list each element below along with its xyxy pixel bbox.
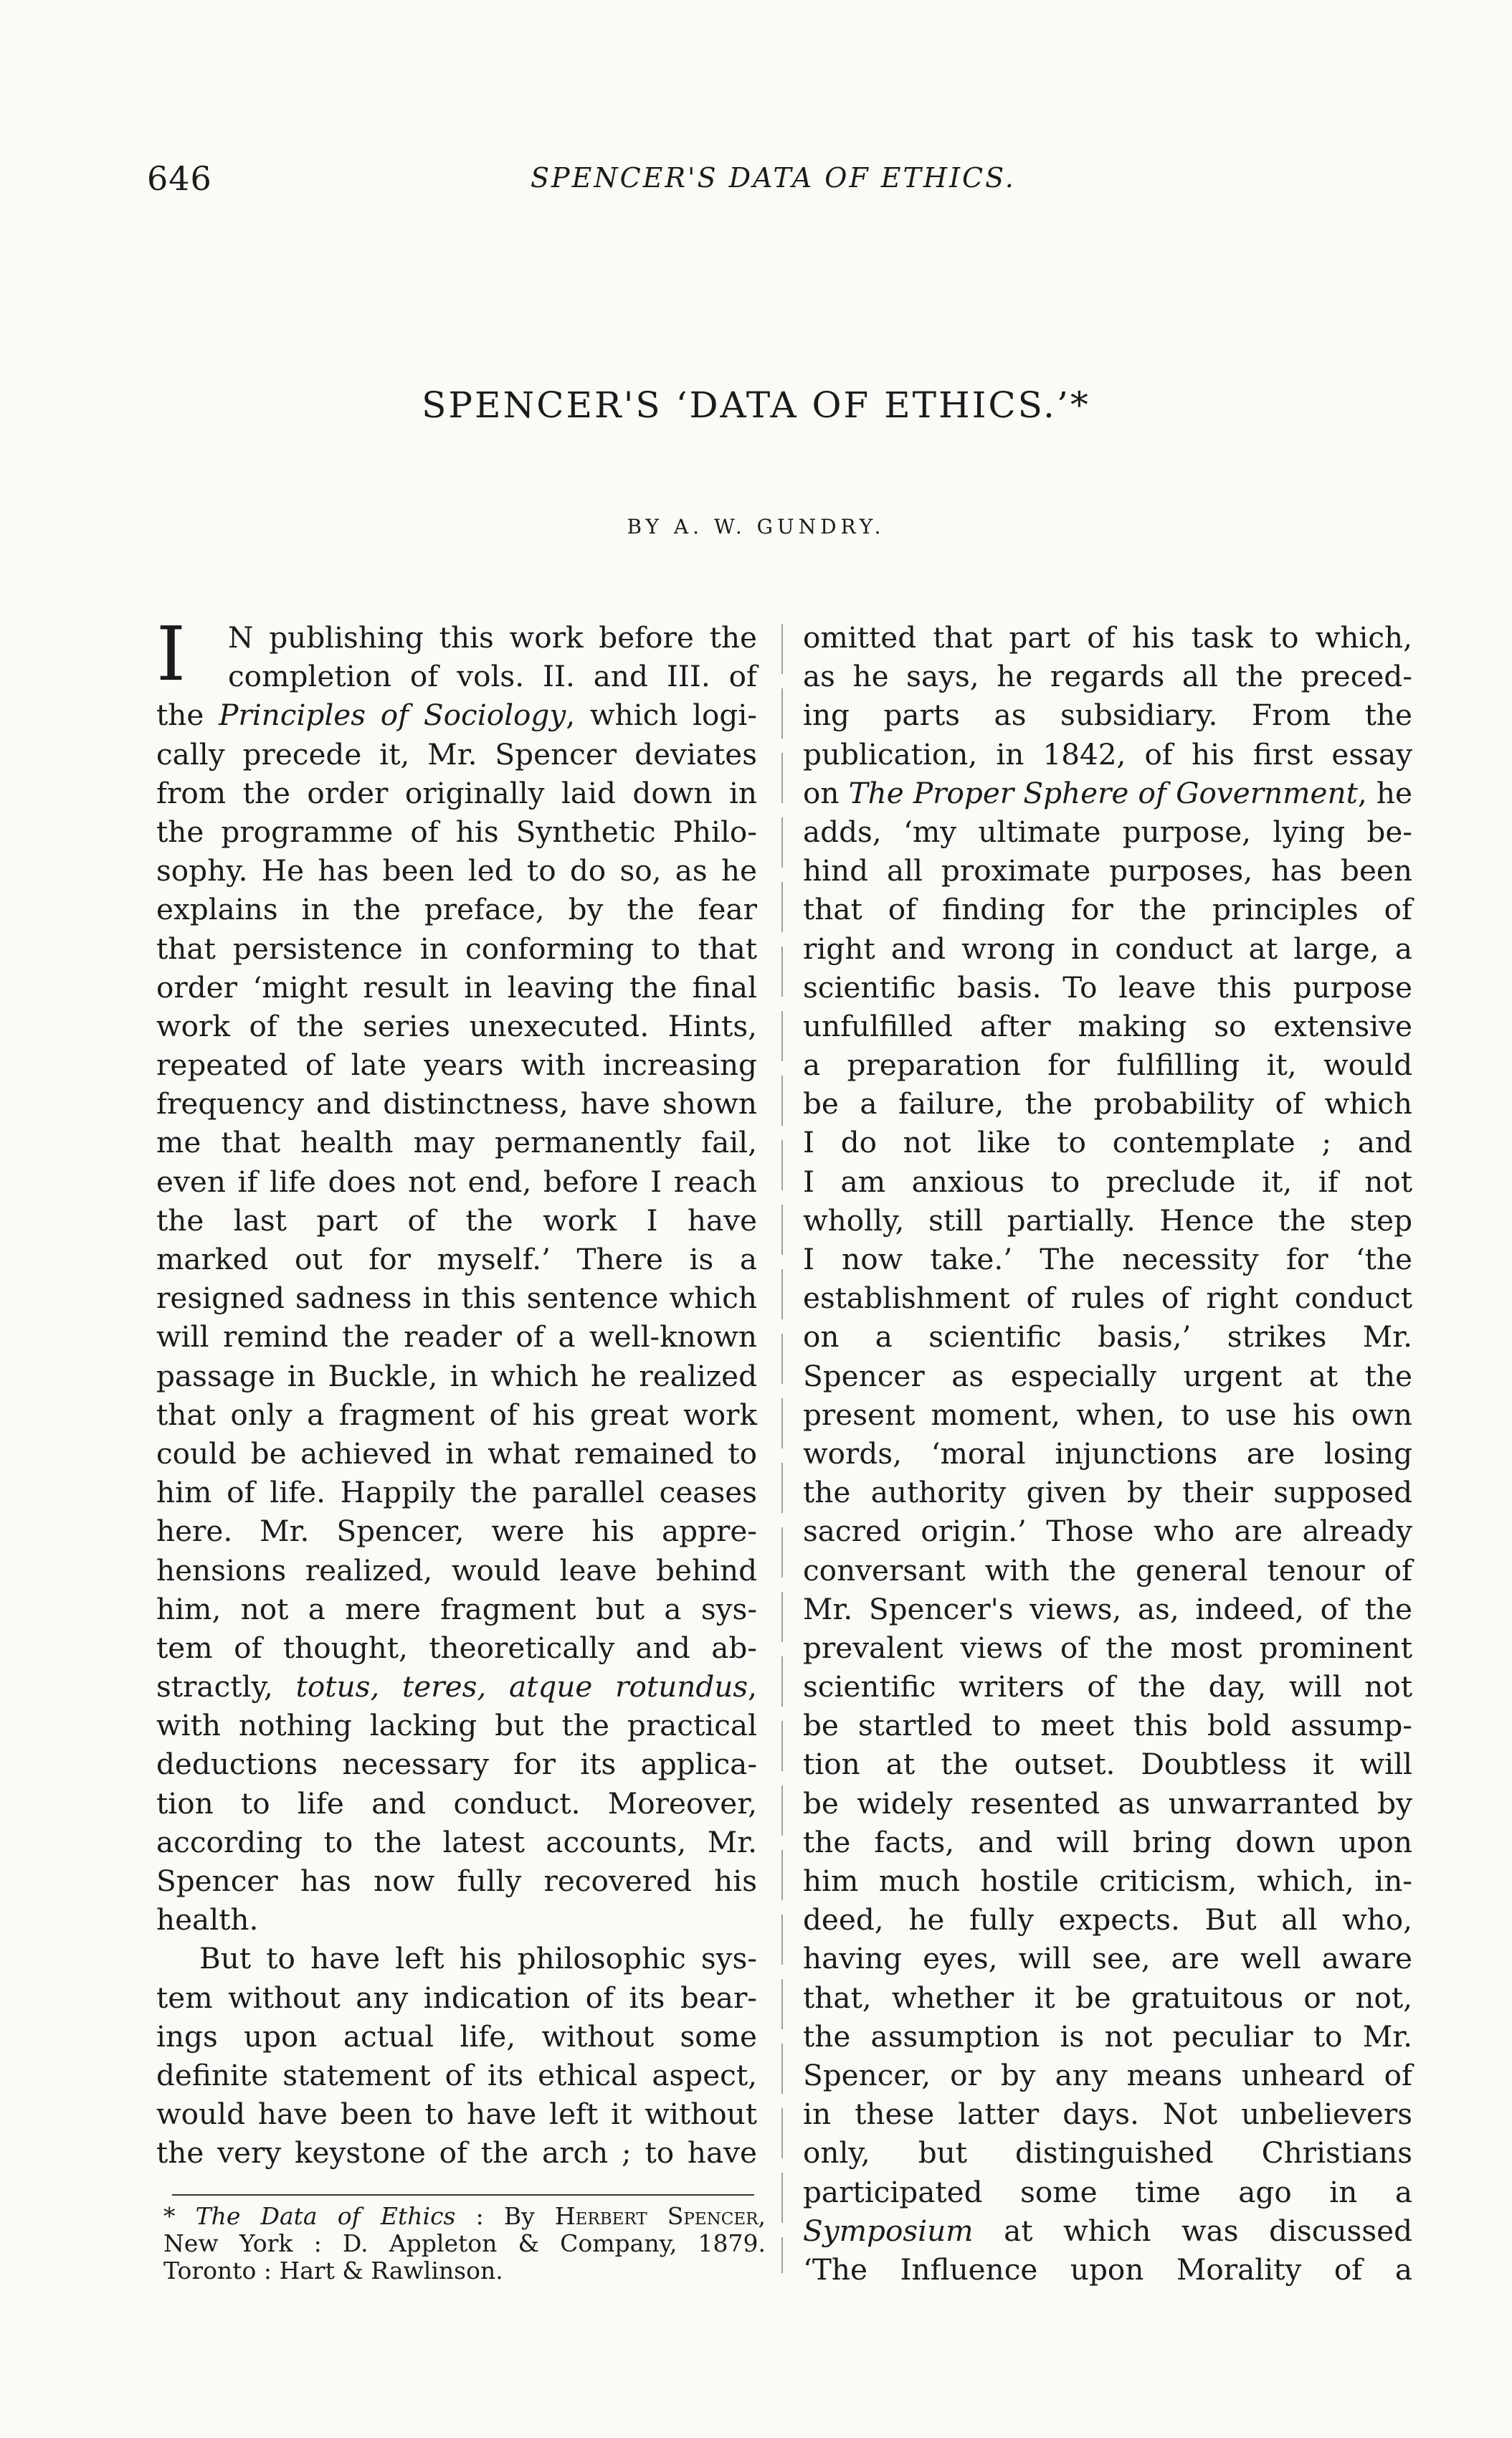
running-title: SPENCER'S DATA OF ETHICS. [531, 162, 1016, 194]
text-line: even if life does not end, before I reach [156, 1164, 757, 1199]
text-line: him, not a mere fragment but a sys- [156, 1591, 757, 1626]
text-line: scientific writers of the day, will not [803, 1669, 1412, 1704]
text-line: that only a fragment of his great work [156, 1397, 757, 1432]
text-line: that persistence in conforming to that [156, 931, 757, 966]
text-line: scientific basis. To leave this purpose [803, 969, 1412, 1005]
text-line: the authority given by their supposed [803, 1475, 1412, 1510]
footnote [163, 2203, 766, 2285]
text-line: me that health may permanently fail, [156, 1125, 757, 1160]
footnote-line: New York : D. Appleton & Company, 1879. [163, 2229, 766, 2257]
text-line: that, whether it be gratuitous or not, [803, 1980, 1412, 2015]
text-line: prevalent views of the most prominent [803, 1630, 1412, 1665]
text-line: work of the series unexecuted. Hints, [156, 1008, 757, 1043]
text-line: adds, ‘my ultimate purpose, lying be- [803, 814, 1412, 849]
drop-cap: I [156, 610, 186, 698]
text-line: explains in the preface, by the fear [156, 892, 757, 927]
text-line: Mr. Spencer's views, as, indeed, of the [803, 1591, 1412, 1626]
text-line: according to the latest accounts, Mr. [156, 1824, 757, 1859]
text-line: present moment, when, to use his own [803, 1397, 1412, 1432]
text-line: order ‘might result in leaving the final [156, 969, 757, 1005]
text-line: the programme of his Synthetic Philo- [156, 814, 757, 849]
byline: BY A. W. GUNDRY. [627, 515, 885, 539]
text-line: him much hostile criticism, which, in- [803, 1864, 1412, 1898]
text-line: will remind the reader of a well-known [156, 1319, 757, 1355]
text-line: frequency and distinctness, have shown [156, 1086, 757, 1121]
text-line: I now take.’ The necessity for ‘the [803, 1242, 1412, 1276]
text-line: tion to life and conduct. Moreover, [156, 1785, 757, 1821]
text-line: the assumption is not peculiar to Mr. [803, 2019, 1412, 2054]
text-line: on The Proper Sphere of Government, he [803, 775, 1412, 810]
text-line: repeated of late years with increasing [156, 1048, 757, 1083]
footnote-line: Toronto : Hart & Rawlinson. [163, 2257, 503, 2285]
text-line: marked out for myself.’ There is a [156, 1242, 757, 1276]
text-line: from the order originally laid down in [156, 775, 757, 810]
text-line: I am anxious to preclude it, if not [803, 1164, 1412, 1199]
text-line: resigned sadness in this sentence which [156, 1281, 757, 1316]
text-line: unfulfilled after making so extensive [803, 1008, 1412, 1043]
text-line: definite statement of its ethical aspect, [156, 2057, 757, 2092]
text-line: wholly, still partially. Hence the step [803, 1203, 1412, 1238]
text-line: with nothing lacking but the practical [156, 1708, 757, 1743]
right-column [803, 618, 1412, 2289]
text-line: the very keystone of the arch ; to have [156, 2135, 757, 2171]
text-line: would have been to have left it without [156, 2097, 757, 2132]
text-line: a preparation for fulfilling it, would [803, 1048, 1412, 1083]
text-line: tem without any indication of its bear- [156, 1980, 757, 2015]
text-line: establishment of rules of right conduct [803, 1281, 1412, 1316]
text-line: the facts, and will bring down upon [803, 1824, 1412, 1859]
text-line: ‘The Influence upon Morality of a [803, 2252, 1412, 2287]
text-line: tion at the outset. Doubtless it will [803, 1747, 1412, 1782]
text-line: only, but distinguished Christians [803, 2135, 1412, 2171]
column-divider [781, 624, 783, 2273]
text-line: that of finding for the principles of [803, 892, 1412, 927]
text-line: health. [156, 1902, 259, 1937]
text-line: But to have left his philosophic sys- [199, 1941, 757, 1976]
text-line: sacred origin.’ Those who are already [803, 1514, 1412, 1549]
text-line: right and wrong in conduct at large, a [803, 931, 1412, 966]
text-line: him of life. Happily the parallel ceases [156, 1475, 757, 1510]
footnote-rule [172, 2194, 754, 2196]
text-line: could be achieved in what remained to [156, 1436, 757, 1471]
text-line: on a scientific basis,’ strikes Mr. [803, 1319, 1412, 1355]
text-line: be startled to meet this bold assump- [803, 1708, 1412, 1743]
text-line: deed, he fully expects. But all who, [803, 1902, 1412, 1937]
text-line: Spencer has now fully recovered his [156, 1864, 757, 1898]
text-line: words, ‘moral injunctions are losing [803, 1436, 1412, 1471]
footnote-line: * The Data of Ethics : By Herbert Spencer, [163, 2202, 766, 2230]
text-line: Symposium at which was discussed [803, 2213, 1412, 2248]
text-line: deductions necessary for its applica- [156, 1747, 757, 1782]
text-line: publication, in 1842, of his first essay [803, 736, 1412, 772]
text-line: ing parts as subsidiary. From the [803, 698, 1412, 733]
text-line: be widely resented as unwarranted by [803, 1785, 1412, 1821]
text-line: ings upon actual life, without some [156, 2019, 757, 2054]
left-column [156, 610, 757, 2173]
text-line: Spencer as especially urgent at the [803, 1358, 1412, 1393]
text-line: omitted that part of his task to which, [803, 620, 1412, 655]
text-line: stractly, totus, teres, atque rotundus, [156, 1669, 757, 1704]
text-line: as he says, he regards all the preced- [803, 659, 1412, 694]
text-line: cally precede it, Mr. Spencer deviates [156, 736, 757, 772]
text-line: completion of vols. II. and III. of [228, 659, 757, 694]
text-line: having eyes, will see, are well aware [803, 1941, 1412, 1976]
text-line: participated some time ago in a [803, 2174, 1412, 2209]
text-line: be a failure, the probability of which [803, 1086, 1412, 1121]
text-line: I do not like to contemplate ; and [803, 1125, 1412, 1160]
text-line: hind all proximate purposes, has been [803, 853, 1412, 888]
text-line: here. Mr. Spencer, were his appre- [156, 1514, 757, 1549]
text-line: passage in Buckle, in which he realized [156, 1358, 757, 1393]
text-line: hensions realized, would leave behind [156, 1552, 757, 1588]
text-line: in these latter days. Not unbelievers [803, 2097, 1412, 2132]
text-line: the last part of the work I have [156, 1203, 757, 1238]
text-line: the Principles of Sociology, which logi- [156, 698, 757, 733]
text-line: conversant with the general tenour of [803, 1552, 1412, 1588]
text-line: sophy. He has been led to do so, as he [156, 853, 757, 888]
text-line: N publishing this work before the [228, 620, 757, 655]
text-line: Spencer, or by any means unheard of [803, 2057, 1412, 2092]
article-title: SPENCER'S ‘DATA OF ETHICS.’* [422, 384, 1090, 426]
text-line: tem of thought, theoretically and ab- [156, 1630, 757, 1665]
page-number: 646 [147, 159, 212, 198]
